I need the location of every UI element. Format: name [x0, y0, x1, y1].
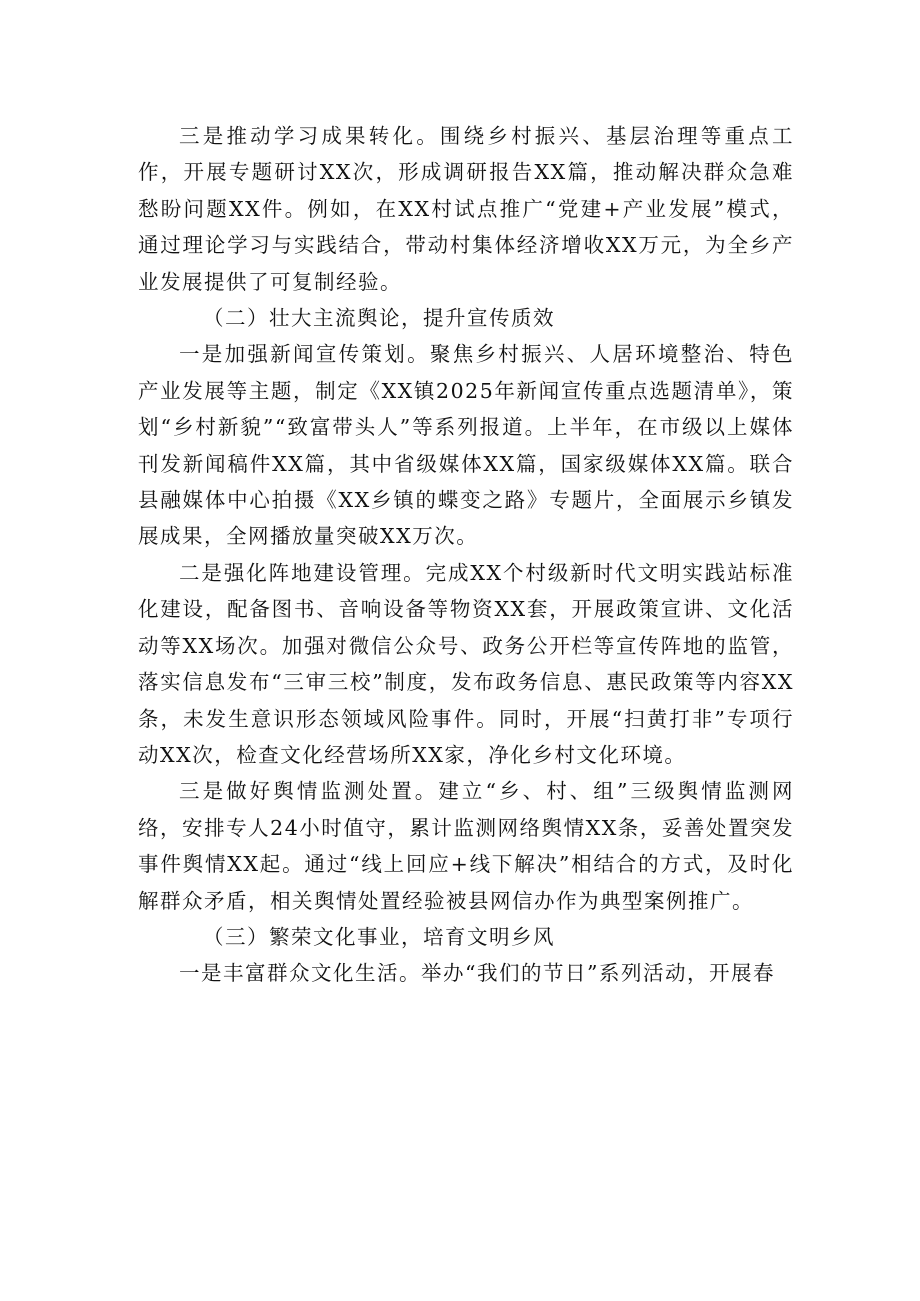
paragraph-position-management: 二是强化阵地建设管理。完成XX个村级新时代文明实践站标准化建设，配备图书、音响设备等物资XX套，开展政策宣讲、文化活动等XX场次。加强对微信公众号、政务公开栏等宣传阵地的监管，落实信息发布“三审三校”制度，发布政务信息、惠民政策等内容XX条，未发生意识形态领域风险事件。同时，开展“扫黄打非”专项行动XX次，检查文化经营场所XX家，净化乡村文化环境。: [138, 560, 794, 767]
document-body: [138, 118, 794, 992]
section-heading-cultural-development: （三）繁荣文化事业，培育文明乡风: [203, 924, 555, 949]
section-heading-public-opinion: （二）壮大主流舆论，提升宣传质效: [203, 306, 555, 331]
paragraph-study-results: 三是推动学习成果转化。围绕乡村振兴、基层治理等重点工作，开展专题研讨XX次，形成调研报告XX篇，推动解决群众急难愁盼问题XX件。例如，在XX村试点推广“党建+产业发展”模式，通过理论学习与实践结合，带动村集体经济增收XX万元，为全乡产业发展提供了可复制经验。: [138, 124, 794, 294]
paragraph-opinion-monitoring: 三是做好舆情监测处置。建立“乡、村、组”三级舆情监测网络，安排专人24小时值守，累计监测网络舆情XX条，妥善处置突发事件舆情XX起。通过“线上回应+线下解决”相结合的方式，及时化解群众矛盾，相关舆情处置经验被县网信办作为典型案例推广。: [138, 779, 794, 913]
paragraph-news-planning: 一是加强新闻宣传策划。聚焦乡村振兴、人居环境整治、特色产业发展等主题，制定《XX镇2025年新闻宣传重点选题清单》，策划“乡村新貌”“致富带头人”等系列报道。上半年，在市级以上媒体刊发新闻稿件XX篇，其中省级媒体XX篇，国家级媒体XX篇。联合县融媒体中心拍摄《XX乡镇的蝶变之路》专题片，全面展示乡镇发展成果，全网播放量突破XX万次。: [138, 342, 794, 549]
paragraph-cultural-life: 一是丰富群众文化生活。举办“我们的节日”系列活动，开展春: [179, 961, 775, 986]
